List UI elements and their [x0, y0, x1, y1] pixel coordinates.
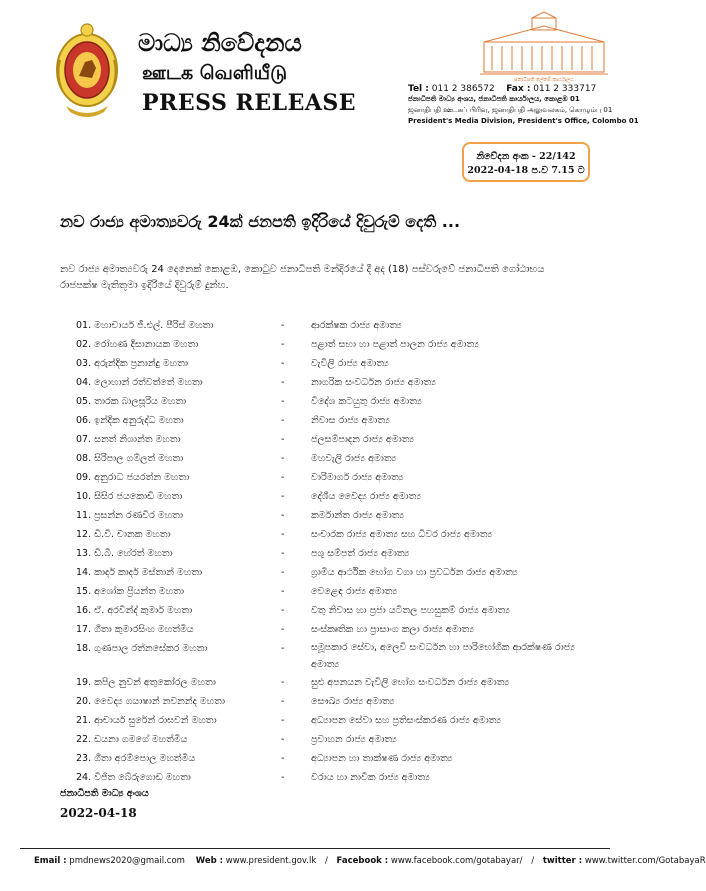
minister-dash: -	[281, 753, 285, 764]
minister-dash: -	[281, 377, 285, 388]
minister-dash: -	[281, 396, 285, 407]
minister-post: සමූපකාර සේවා, අලෙවි සංවර්ධන හා පාරිභෝගික ආරක්ෂණ රාජ්‍ය අමාත්‍ය	[311, 642, 575, 670]
email-label: Email :	[34, 856, 67, 866]
email-link[interactable]: pmdnews2020@gmail.com	[69, 856, 185, 866]
tel-fax-line	[408, 84, 622, 94]
minister-post: කර්මාන්ත රාජ්‍ය අමාත්‍ය	[311, 510, 405, 521]
presidents-house-icon	[478, 12, 610, 82]
minister-row	[76, 544, 596, 563]
minister-row	[76, 430, 596, 449]
minister-post: අධ්‍යාපන සේවා සහ ප්‍රතිසංස්කරණ රාජ්‍ය අමාත්‍ය	[311, 715, 502, 726]
minister-name: 10. සිසිර ජයකොඩි මහතා	[76, 491, 183, 502]
minister-name: 02. රෝහණ දිසානායක මහතා	[76, 339, 199, 350]
minister-post: දේශීය වෛද්‍ය රාජ්‍ය අමාත්‍ය	[311, 491, 422, 502]
minister-row	[76, 749, 596, 768]
minister-row	[76, 392, 596, 411]
minister-name: 20. වෛද්‍ය ගයාෂාන් නවනන්ද මහතා	[76, 696, 225, 707]
twitter-label: twitter :	[542, 856, 583, 866]
minister-name: 19. කපිල නුවන් අතුකෝරල මහතා	[76, 677, 216, 688]
minister-post: පළාත් සභා හා පළාත් පාලන රාජ්‍ය අමාත්‍ය	[311, 339, 479, 350]
minister-dash: -	[281, 643, 285, 654]
minister-row	[76, 673, 596, 692]
minister-row	[76, 373, 596, 392]
release-date: 2022-04-18	[60, 806, 137, 820]
minister-row	[76, 525, 596, 544]
reference-box	[462, 142, 590, 182]
address-sinhala: ජනාධිපති මාධ්‍ය අංශය, ජනාධිපති කාර්යාලය, කොළඹ 01	[408, 95, 580, 103]
minister-post: වෙළෙඳ රාජ්‍ය අමාත්‍ය	[311, 586, 398, 597]
minister-row	[76, 506, 596, 525]
minister-dash: -	[281, 624, 285, 635]
minister-name: 16. ඒ. අරවින්ද් කුමාර් මහතා	[76, 605, 193, 616]
footer-separator: /	[324, 856, 328, 866]
minister-dash: -	[281, 772, 285, 783]
minister-row	[76, 601, 596, 620]
reference-datetime: 2022-04-18 ප.ව 7.15 ට	[467, 165, 585, 176]
tel-label: Tel :	[408, 84, 429, 94]
minister-name: 04. ලොහාන් රත්වත්තේ මහතා	[76, 377, 203, 388]
minister-post: මහවැලි රාජ්‍ය අමාත්‍ය	[311, 453, 397, 464]
title-sinhala: මාධ්‍ය නිවේදනය	[138, 29, 302, 57]
minister-name: 23. ගීතා අරම්පොල මහත්මිය	[76, 753, 196, 764]
building-caption: ජනාධිපති ලේකම් කාර්යාලය	[514, 77, 574, 83]
signature: ජනාධිපති මාධ්‍ය අංශය	[60, 788, 149, 799]
minister-dash: -	[281, 510, 285, 521]
minister-post: සෞඛ්‍ය රාජ්‍ය අමාත්‍ය	[311, 696, 395, 707]
address-tamil: ஜனாதிபதி ஊடகப் பிரிவு, ஜனாதிபதி அலுவலகம், கொழும்பு 01	[408, 106, 613, 114]
minister-dash: -	[281, 715, 285, 726]
fax-label: Fax :	[506, 84, 531, 94]
minister-dash: -	[281, 415, 285, 426]
minister-row	[76, 487, 596, 506]
minister-row	[76, 449, 596, 468]
minister-post: වැවිලි රාජ්‍ය අමාත්‍ය	[311, 358, 389, 369]
minister-dash: -	[281, 586, 285, 597]
footer-divider	[20, 848, 610, 849]
minister-row	[76, 411, 596, 430]
minister-post: සුළු අපනයන වැවිලි භෝග සංවර්ධන රාජ්‍ය අමාත්‍ය	[311, 677, 510, 688]
fax-number: 011 2 333717	[533, 84, 597, 94]
minister-row	[76, 730, 596, 749]
address-english: President's Media Division, President's Office, Colombo 01	[408, 117, 639, 125]
minister-name: 21. ආචාර්ය සුරේන් රාඝවන් මහතා	[76, 715, 217, 726]
minister-post: ග්‍රාමීය ආර්ථික භෝග වගා හා ප්‍රවර්ධන රාජ්‍ය අමාත්‍ය	[311, 567, 518, 578]
title-english: PRESS RELEASE	[142, 90, 357, 116]
minister-dash: -	[281, 358, 285, 369]
minister-post: ආරක්ෂක රාජ්‍ය අමාත්‍ය	[311, 320, 402, 331]
minister-name: 14. කාදර් කාදර් මස්තාන් මහතා	[76, 567, 203, 578]
minister-name: 01. මහාචාර්ය ජී.එල්. පීරිස් මහතා	[76, 320, 214, 331]
sri-lanka-emblem-icon	[52, 20, 122, 122]
minister-dash: -	[281, 453, 285, 464]
minister-post: නිවාස රාජ්‍ය අමාත්‍ය	[311, 415, 390, 426]
minister-row	[76, 335, 596, 354]
minister-name: 22. ඩයනා ගමගේ මහත්මිය	[76, 734, 188, 745]
minister-row	[76, 468, 596, 487]
minister-post: වරාය හා නාවික රාජ්‍ය අමාත්‍ය	[311, 772, 430, 783]
headline: නව රාජ්‍ය අමාත්‍යවරු 24ක් ජනපති ඉදිරියේ දිවුරුම් දෙති ...	[60, 212, 461, 231]
title-block	[138, 28, 356, 118]
minister-row	[76, 620, 596, 639]
minister-post: සංචාරක රාජ්‍ය අමාත්‍ය සහ ධීවර රාජ්‍ය අමාත්‍ය	[311, 529, 493, 540]
minister-dash: -	[281, 434, 285, 445]
minister-name: 12. ඩී.වී. චානක මහතා	[76, 529, 171, 540]
minister-row	[76, 639, 596, 673]
minister-name: 03. අරුන්දික ප්‍රනාන්දු මහතා	[76, 358, 188, 369]
minister-name: 24. විජිත බේරුගොඩ මහතා	[76, 772, 191, 783]
minister-dash: -	[281, 696, 285, 707]
facebook-label: Facebook :	[336, 856, 389, 866]
minister-dash: -	[281, 529, 285, 540]
facebook-link[interactable]: www.facebook.com/gotabayar/	[390, 856, 523, 866]
reference-number: නිවේදන අංක - 22/142	[476, 151, 576, 162]
minister-post: සංස්කෘතික හා ප්‍රාසාංග කලා රාජ්‍ය අමාත්‍ය	[311, 624, 475, 635]
minister-row	[76, 768, 596, 787]
minister-name: 08. සිරිපාල ගම්ලත් මහතා	[76, 453, 184, 464]
footer-separator: /	[531, 856, 535, 866]
minister-dash: -	[281, 734, 285, 745]
minister-dash: -	[281, 320, 285, 331]
minister-row	[76, 316, 596, 335]
ministers-list	[76, 316, 596, 787]
minister-post: වතු නිවාස හා ප්‍රජා යටිතල පහසුකම් රාජ්‍ය අමාත්‍ය	[311, 605, 510, 616]
minister-row	[76, 563, 596, 582]
minister-row	[76, 354, 596, 373]
tel-number: 011 2 386572	[431, 84, 495, 94]
minister-dash: -	[281, 677, 285, 688]
minister-post: ජලසම්පාදන රාජ්‍ය අමාත්‍ය	[311, 434, 415, 445]
minister-dash: -	[281, 605, 285, 616]
minister-post: විදේශ කටයුතු රාජ්‍ය අමාත්‍ය	[311, 396, 422, 407]
minister-name: 07. සනත් නිශාන්ත මහතා	[76, 434, 181, 445]
minister-name: 05. තාරක බාලසූරිය මහතා	[76, 396, 187, 407]
minister-post: පශු සම්පත් රාජ්‍ය අමාත්‍ය	[311, 548, 410, 559]
minister-post: අධ්‍යාපන හා තාක්ෂණ රාජ්‍ය අමාත්‍ය	[311, 753, 453, 764]
minister-dash: -	[281, 491, 285, 502]
minister-name: 06. ඉන්දික අනුරුද්ධ මහතා	[76, 415, 184, 426]
minister-dash: -	[281, 472, 285, 483]
minister-name: 13. ඩී.බී. හේරත් මහතා	[76, 548, 173, 559]
web-link[interactable]: www.president.gov.lk	[225, 856, 317, 866]
minister-row	[76, 582, 596, 601]
minister-dash: -	[281, 548, 285, 559]
minister-name: 11. ප්‍රසන්න රණවීර මහතා	[76, 510, 183, 521]
minister-post: නාගරික සංවර්ධන රාජ්‍ය අමාත්‍ය	[311, 377, 436, 388]
minister-name: 15. අශෝක ප්‍රියන්ත මහතා	[76, 586, 184, 597]
web-label: Web :	[195, 856, 224, 866]
minister-post: ප්‍රවාහන රාජ්‍ය අමාත්‍ය	[311, 734, 397, 745]
minister-post: වාරිමාර්ග රාජ්‍ය අමාත්‍ය	[311, 472, 404, 483]
minister-name: 17. ගීතා කුමාරසිංහ මහත්මිය	[76, 624, 194, 635]
intro-paragraph: නව රාජ්‍ය අමාත්‍යවරු 24 දෙනෙක් කොළඹ, කොටුව ජනාධිපති මන්දිරයේ දී අද (18) පස්වරුවේ ජනාධිපති ගෝඨාභය රාජපක්ෂ මැතිතුමා ඉදිරියේ දිවුරුම් දුන්හ.	[60, 264, 545, 291]
title-tamil: ஊடக வெளியீடு	[142, 62, 288, 84]
minister-dash: -	[281, 567, 285, 578]
minister-name: 18. ගුණපාල රත්නසේකර මහතා	[76, 643, 208, 654]
minister-name: 09. අනුරාධ ජයරත්න මහතා	[76, 472, 190, 483]
footer-links	[34, 856, 706, 866]
twitter-link[interactable]: www.twitter.com/GotabayaR	[584, 856, 706, 866]
minister-dash: -	[281, 339, 285, 350]
minister-row	[76, 711, 596, 730]
contact-block	[408, 84, 639, 127]
minister-row	[76, 692, 596, 711]
